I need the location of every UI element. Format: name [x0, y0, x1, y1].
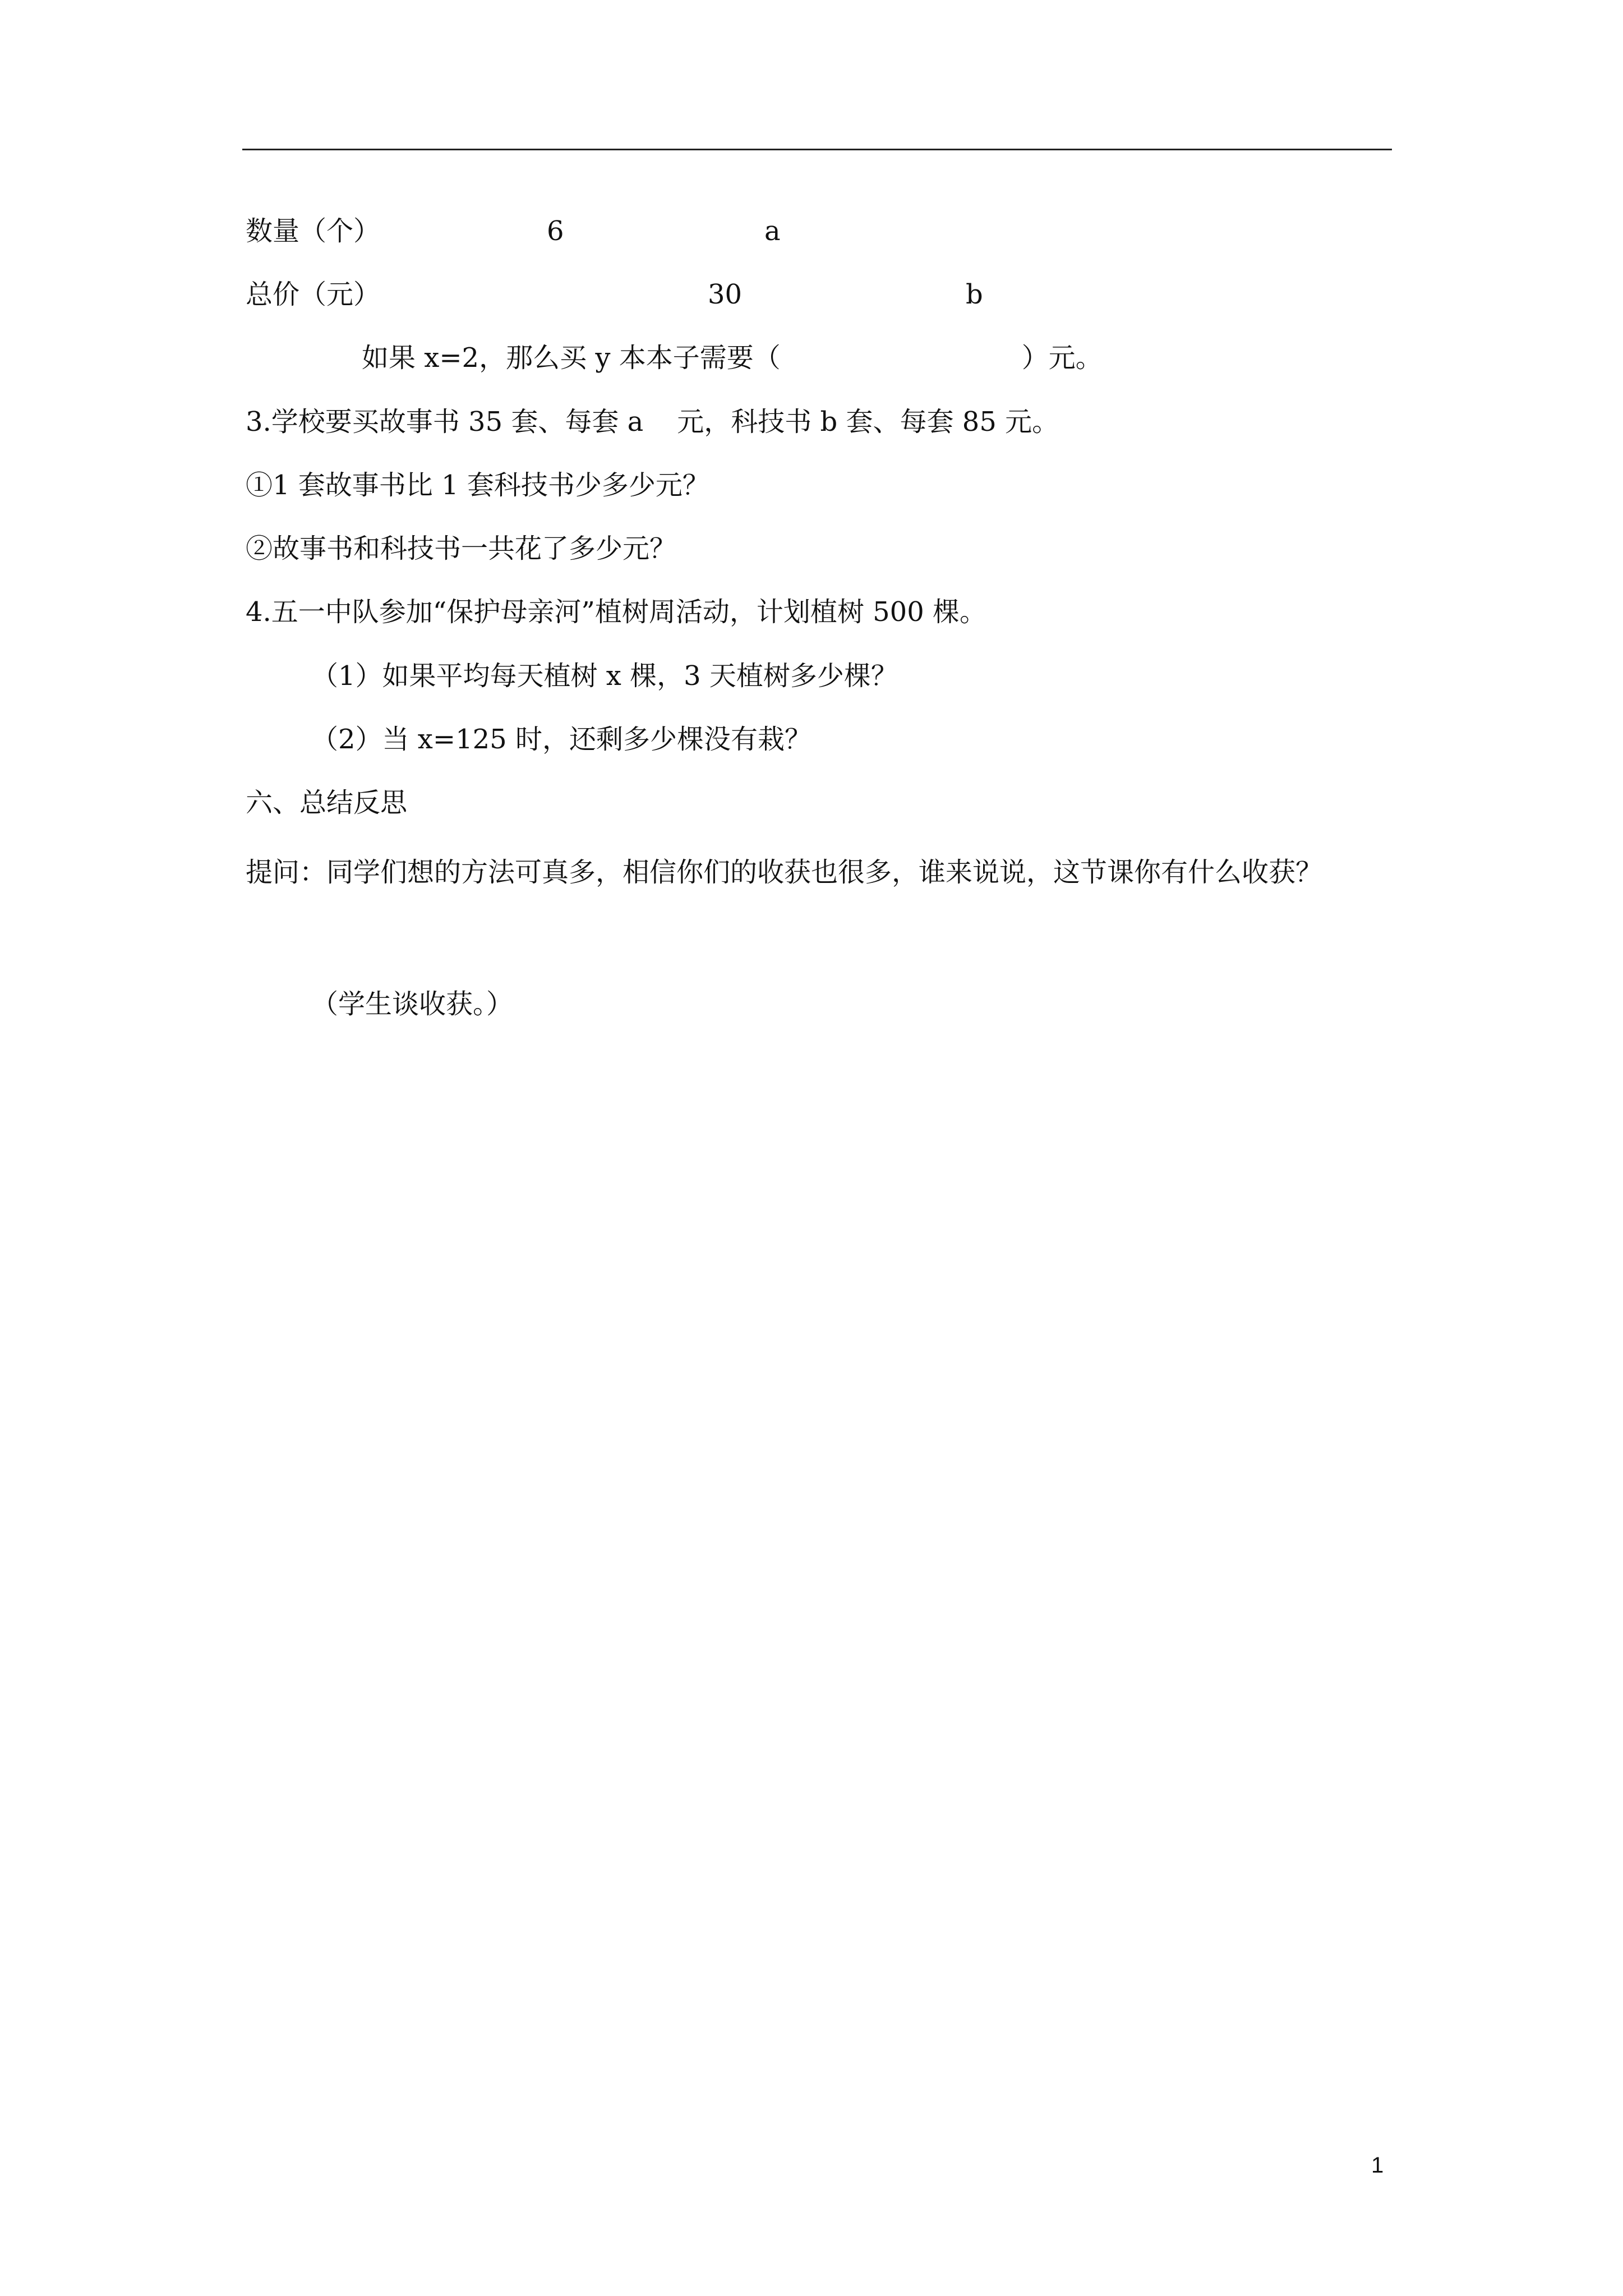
- quantity-value-1: 6: [547, 215, 564, 247]
- q2-sub-line: [362, 341, 1103, 375]
- quantity-value-2: a: [764, 215, 781, 247]
- q2-sub-after: ）元。: [1021, 342, 1103, 374]
- section6-question: 提问：同学们想的方法可真多，相信你们的收获也很多，谁来说说，这节课你有什么收获？: [246, 857, 1323, 888]
- q4-sub1: （1）如果平均每天植树 x 棵，3 天植树多少棵？: [311, 660, 898, 692]
- total-value-2: b: [966, 279, 983, 310]
- q4-sub2: （2）当 x=125 时，还剩多少棵没有栽？: [311, 724, 811, 755]
- q3-line: [246, 405, 1059, 439]
- q4-title: 4.五一中队参加“保护母亲河”植树周活动，计划植树 500 棵。: [246, 596, 987, 628]
- total-value-1: 30: [708, 279, 743, 310]
- total-label: 总价（元）: [246, 279, 381, 310]
- section6-heading: 六、总结反思: [246, 787, 408, 818]
- q3-part1: 3.学校要买故事书 35 套、每套 a: [246, 406, 644, 438]
- page-number: 1: [1371, 2153, 1384, 2178]
- q2-sub-before: 如果 x=2，那么买 y 本本子需要（: [362, 342, 781, 374]
- q3-part2: 元，科技书 b 套、每套 85 元。: [677, 406, 1059, 438]
- section6-note: （学生谈收获。）: [311, 988, 514, 1020]
- q3-sub1: ①1 套故事书比 1 套科技书少多少元？: [246, 470, 709, 501]
- q3-sub2: ②故事书和科技书一共花了多少元？: [246, 533, 677, 564]
- quantity-label: 数量（个）: [246, 215, 381, 247]
- header-rule: [242, 149, 1392, 150]
